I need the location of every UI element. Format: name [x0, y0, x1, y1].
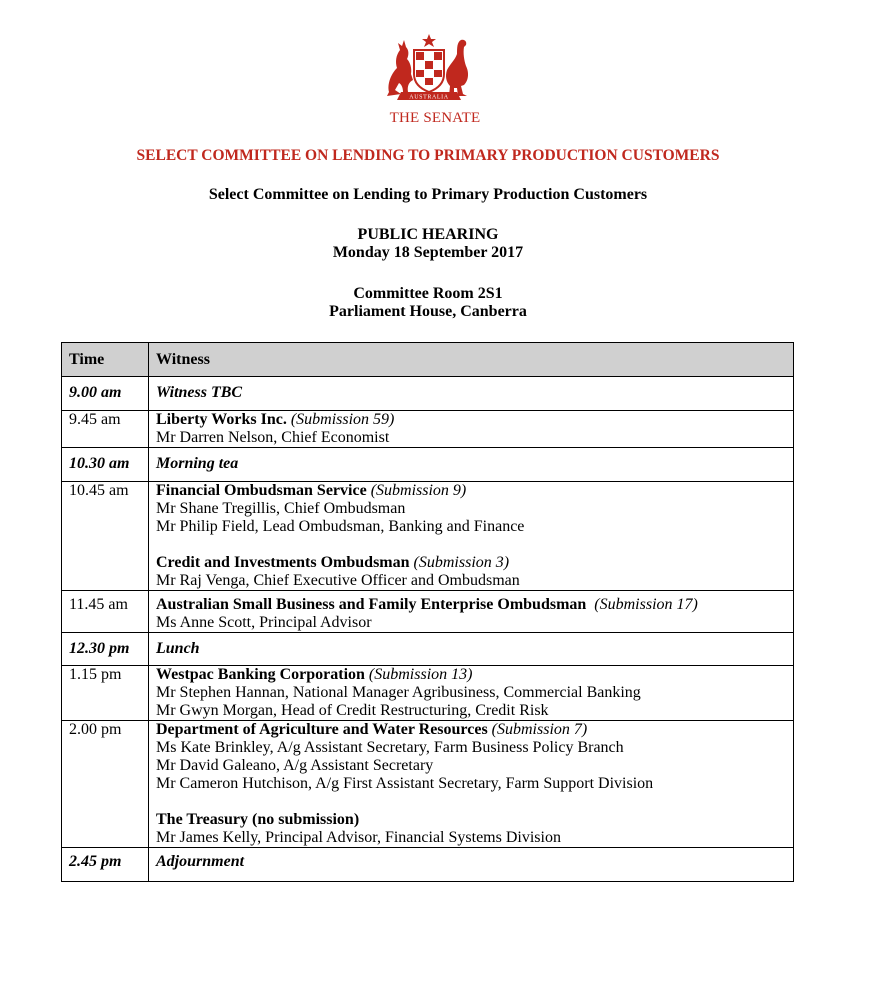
organisation-name: Westpac Banking Corporation [156, 666, 365, 683]
witness-cell: Witness TBC [149, 377, 794, 411]
organisation-name: The Treasury (no submission) [156, 811, 360, 828]
witness-person: Ms Kate Brinkley, A/g Assistant Secretary, Farm Business Policy Branch [156, 739, 624, 756]
table-header-row [62, 343, 794, 377]
time-cell: 1.15 pm [62, 666, 149, 721]
witness-person: Mr Cameron Hutchison, A/g First Assistant Secretary, Farm Support Division [156, 775, 654, 792]
witness-cell: Adjournment [149, 848, 794, 882]
table-row [62, 377, 794, 411]
witness-cell [149, 411, 794, 448]
witness-person: Mr David Galeano, A/g Assistant Secretary [156, 757, 434, 774]
hearing-schedule-table [61, 342, 794, 882]
committee-title-upper: SELECT COMMITTEE ON LENDING TO PRIMARY PRODUCTION CUSTOMERS [136, 147, 720, 164]
table-row [62, 482, 794, 591]
submission-ref: (Submission 3) [409, 554, 510, 571]
committee-title: Select Committee on Lending to Primary Production Customers [208, 186, 648, 203]
time-cell: 9.00 am [62, 377, 149, 411]
time-cell: 2.45 pm [62, 848, 149, 882]
witness-person: Mr Darren Nelson, Chief Economist [156, 429, 390, 446]
witness-cell [149, 482, 794, 591]
time-cell: 10.30 am [62, 448, 149, 482]
submission-ref: (Submission 7) [487, 721, 588, 738]
event-title: PUBLIC HEARING [357, 226, 499, 243]
organisation-name: Financial Ombudsman Service [156, 482, 367, 499]
submission-ref: (Submission 59) [286, 411, 395, 428]
submission-ref: (Submission 9) [366, 482, 467, 499]
submission-ref: (Submission 17) [586, 596, 698, 613]
table-row [62, 591, 794, 633]
time-cell: 9.45 am [62, 411, 149, 448]
witness-person: Mr Stephen Hannan, National Manager Agribusiness, Commercial Banking [156, 684, 641, 701]
time-cell: 10.45 am [62, 482, 149, 591]
table-row [62, 448, 794, 482]
witness-person: Mr Philip Field, Lead Ombudsman, Banking and Finance [156, 518, 525, 535]
witness-cell [149, 591, 794, 633]
organisation-name: Liberty Works Inc. [156, 411, 287, 428]
chamber-name: THE SENATE [389, 110, 481, 126]
column-header-time: Time [62, 343, 149, 377]
organisation-name: Credit and Investments Ombudsman [156, 554, 410, 571]
time-cell: 12.30 pm [62, 633, 149, 666]
time-cell: 2.00 pm [62, 721, 149, 848]
event-date: Monday 18 September 2017 [332, 244, 524, 261]
witness-person: Mr James Kelly, Principal Advisor, Financial Systems Division [156, 829, 561, 846]
witness-cell [149, 666, 794, 721]
table-row [62, 848, 794, 882]
coat-of-arms-icon [379, 30, 479, 104]
venue-building: Parliament House, Canberra [329, 303, 527, 320]
crest-ribbon-text: AUSTRALIA [409, 94, 449, 101]
table-row [62, 633, 794, 666]
witness-person: Mr Shane Tregillis, Chief Ombudsman [156, 500, 406, 517]
organisation-name: Australian Small Business and Family Enterprise Ombudsman [156, 596, 587, 613]
witness-person: Mr Raj Venga, Chief Executive Officer and Ombudsman [156, 572, 520, 589]
table-row [62, 666, 794, 721]
witness-person: Ms Anne Scott, Principal Advisor [156, 614, 372, 631]
witness-cell: Morning tea [149, 448, 794, 482]
submission-ref: (Submission 13) [364, 666, 473, 683]
organisation-name: Department of Agriculture and Water Resources [156, 721, 488, 738]
table-row [62, 721, 794, 848]
witness-cell: Lunch [149, 633, 794, 666]
venue-room: Committee Room 2S1 [353, 285, 503, 302]
witness-person: Mr Gwyn Morgan, Head of Credit Restructuring, Credit Risk [156, 702, 549, 719]
column-header-witness: Witness [149, 343, 794, 377]
time-cell: 11.45 am [62, 591, 149, 633]
table-row [62, 411, 794, 448]
witness-cell [149, 721, 794, 848]
